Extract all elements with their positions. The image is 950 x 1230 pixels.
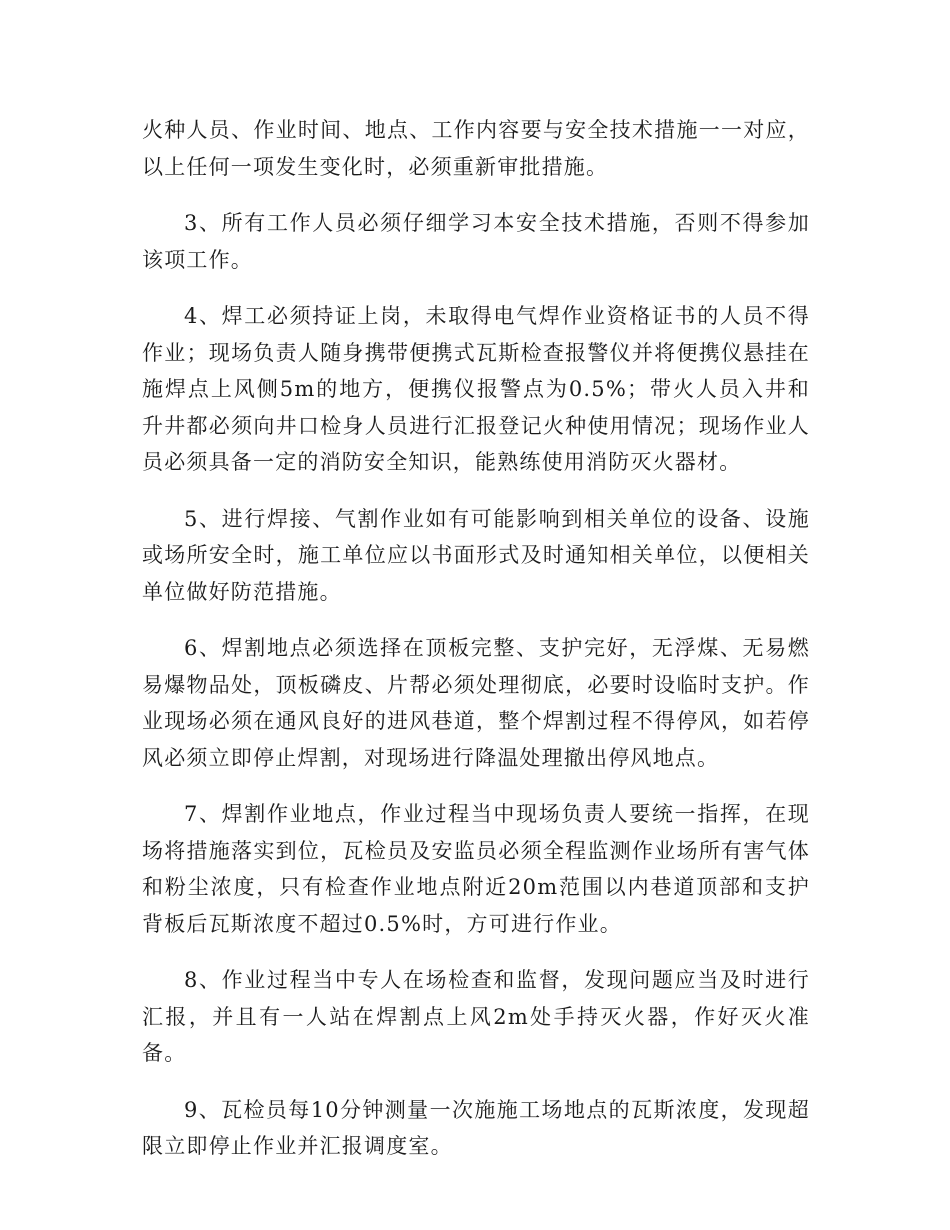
paragraph-item-5: 5、进行焊接、气割作业如有可能影响到相关单位的设备、设施或场所安全时，施工单位应以书面形式及时通知相关单位，以便相关单位做好防范措施。 (142, 506, 810, 604)
paragraph-item-6: 6、焊割地点必须选择在顶板完整、支护完好，无浮煤、无易燃易爆物品处，顶板磷皮、片帮必须处理彻底，必要时设临时支护。作业现场必须在通风良好的进风巷道，整个焊割过程不得停风，如若停风必须立即停止焊割，对现场进行降温处理撤出停风地点。 (142, 636, 810, 770)
paragraph-continuation: 火种人员、作业时间、地点、工作内容要与安全技术措施一一对应，以上任何一项发生变化时，必须重新审批措施。 (142, 118, 810, 179)
paragraph-item-8: 8、作业过程当中专人在场检查和监督，发现问题应当及时进行汇报，并且有一人站在焊割点上风2m处手持灭火器，作好灭火准备。 (142, 968, 810, 1065)
paragraph-item-3: 3、所有工作人员必须仔细学习本安全技术措施，否则不得参加该项工作。 (142, 211, 810, 272)
paragraph-item-9: 9、瓦检员每10分钟测量一次施施工场地点的瓦斯浓度，发现超限立即停止作业并汇报调度室。 (142, 1097, 810, 1158)
paragraph-item-7: 7、焊割作业地点，作业过程当中现场负责人要统一指挥，在现场将措施落实到位，瓦检员及安监员必须全程监测作业场所有害气体和粉尘浓度，只有检查作业地点附近20m范围以内巷道顶部和支护背板后瓦斯浓度不超过0.5%时，方可进行作业。 (142, 802, 810, 936)
paragraph-item-4: 4、焊工必须持证上岗，未取得电气焊作业资格证书的人员不得作业；现场负责人随身携带便携式瓦斯检查报警仪并将便携仪悬挂在施焊点上风侧5m的地方，便携仪报警点为0.5%；带火人员入井和升井都必须向井口检身人员进行汇报登记火种使用情况；现场作业人员必须具备一定的消防安全知识，能熟练使用消防灭火器材。 (142, 304, 810, 474)
